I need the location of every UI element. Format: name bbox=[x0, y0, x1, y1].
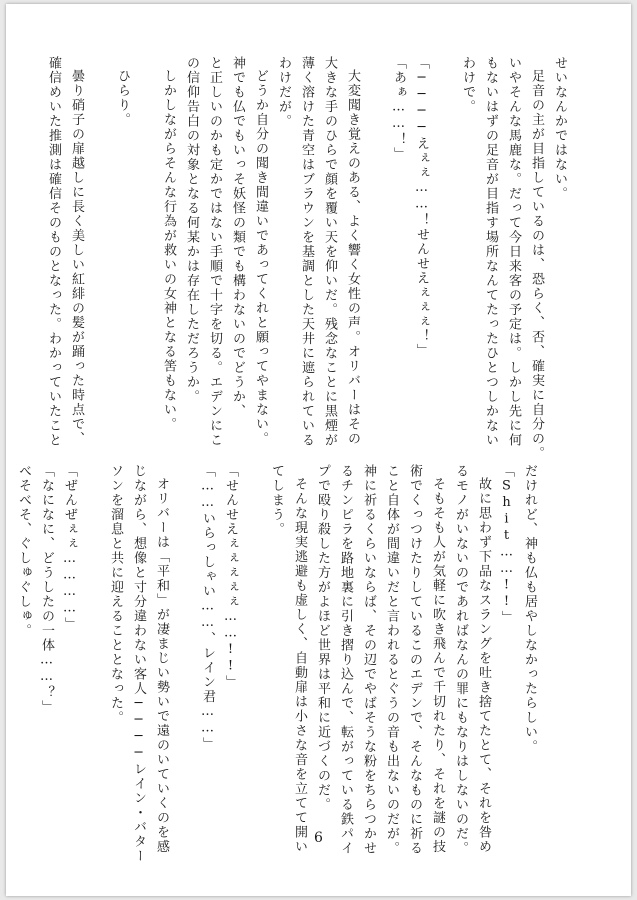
text-line bbox=[173, 464, 196, 814]
text-line bbox=[88, 56, 111, 406]
text-line: と正しいのかも定かではない手順で十字を切る。エデンにこ bbox=[207, 56, 222, 448]
text-line: 術でくっつけたりしているこのエデンで、そんなものに祈る bbox=[407, 464, 422, 856]
text-line: 故に思わず下品なスラングを吐き捨てたとて、それを咎め bbox=[476, 477, 491, 854]
text-line: せいなんかではない。 bbox=[552, 56, 567, 201]
text-line: 神に祈るくらいならば、その辺でやばそうな粉をちらつかせ bbox=[361, 464, 376, 856]
text-line: プで殴り殺した方がよほど世界は平和に近づくのだ。 bbox=[315, 464, 330, 812]
text-line: 「あぁ……！」 bbox=[391, 56, 406, 162]
text-line: ソンを溜息と共に迎えることとなった。 bbox=[108, 464, 123, 725]
text-line: オリバーは「平和」が凄まじい勢いで遠のいていくのを感 bbox=[154, 477, 169, 854]
text-line bbox=[364, 56, 387, 406]
text-line: 「なになに、どうしたの一体……？」 bbox=[39, 464, 54, 715]
text-line: 大きな手のひらで顔を覆い天を仰いだ。残念なことに黒煙が bbox=[322, 56, 337, 448]
text-line: わけで。 bbox=[460, 56, 475, 114]
text-line: ひらり。 bbox=[115, 69, 130, 127]
text-line bbox=[134, 56, 157, 406]
text-block-lower bbox=[12, 464, 541, 864]
text-line: 「Shit……!!」 bbox=[499, 464, 514, 625]
text-line: 「……いらっしゃい……、レイン君……」 bbox=[200, 464, 215, 752]
text-line: だけれど、神も仏も居やしなかったらしい。 bbox=[522, 464, 537, 754]
text-line: るチンピラを路地裏に引き摺り込んで、転がっている鉄パイ bbox=[338, 464, 353, 856]
text-line: いやそんな馬鹿な。だって今日来客の予定は。しかし先に何 bbox=[506, 56, 521, 448]
text-line: 大変聞き覚えのある、よく響く女性の声。オリバーはその bbox=[345, 69, 360, 446]
text-line: 曇り硝子の扉越しに長く美しい紅緋の髪が踊った時点で、 bbox=[69, 69, 84, 446]
text-line: こと自体が間違いだと言われるとぐうの音も出ないのだが。 bbox=[384, 464, 399, 856]
text-line: 足音の主が目指しているのは、恐らく、否、確実に自分の。 bbox=[529, 69, 544, 461]
text-line: 「────えぇぇ……！せんせえぇぇぇ！」 bbox=[414, 56, 429, 358]
text-line: じながら、想像と寸分違わない客人────レイン・バター bbox=[131, 464, 146, 864]
text-line: どうか自分の聞き間違いであってくれと願ってやまない。 bbox=[253, 69, 268, 446]
book-page bbox=[6, 4, 631, 896]
text-line bbox=[81, 464, 104, 814]
text-line: もないはずの足音が目指す場所なんてたったひとつしかない bbox=[483, 56, 498, 448]
text-line bbox=[433, 56, 456, 406]
text-block-upper bbox=[42, 56, 571, 461]
text-line: そもそも人が気軽に吹き飛んで千切れたり、それを謎の技 bbox=[430, 477, 445, 854]
text-line: 確信めいた推測は確信そのものとなった。わかっていたこと bbox=[46, 56, 61, 448]
text-line: 神でも仏でもいっそ妖怪の類でも構わないのでどうか、 bbox=[230, 56, 245, 419]
text-line: 「ぜんぜぇぇ…………」 bbox=[62, 464, 77, 632]
text-line: そんな現実逃避も虚しく、自動扉は小さな音を立てて開い bbox=[292, 477, 307, 854]
text-line: るモノがいないのであればなんの罪にもなりはしないのだ。 bbox=[453, 464, 468, 856]
page-number: 6 bbox=[314, 830, 323, 846]
text-line: てしまう。 bbox=[269, 464, 284, 537]
text-line: べそべそ、ぐしゅぐしゅ。 bbox=[16, 464, 31, 638]
text-line bbox=[242, 464, 265, 814]
text-line: 「せんせえぇぇぇぇぇ……!!」 bbox=[223, 464, 238, 690]
text-line: わけだが。 bbox=[276, 56, 291, 129]
text-line: の信仰告白の対象となる何某かは存在しただろうか。 bbox=[184, 56, 199, 404]
text-line: 薄く溶けた青空はブラウンを基調とした天井に遮られている bbox=[299, 56, 314, 448]
text-line: しかしながらそんな行為が救いの女神となる筈もない。 bbox=[161, 69, 176, 432]
